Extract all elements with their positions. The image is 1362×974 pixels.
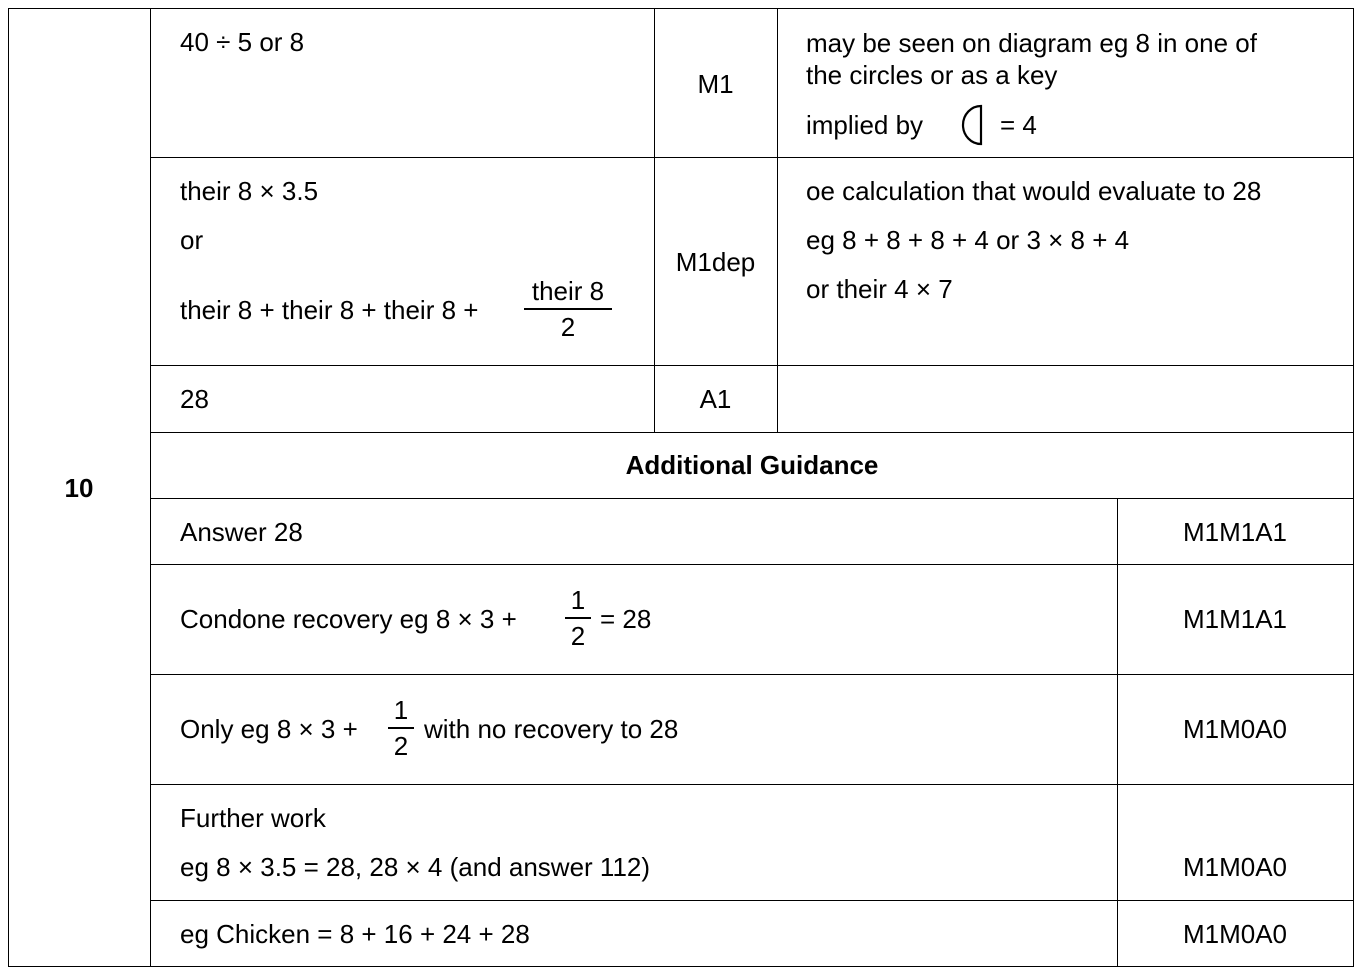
- mark-column-divider: [777, 8, 778, 433]
- guidance-text: Only eg 8 × 3 +: [180, 714, 358, 744]
- comment-text: may be seen on diagram eg 8 in one of: [806, 28, 1257, 58]
- comment-text: the circles or as a key: [806, 60, 1058, 90]
- table-border-top: [8, 8, 1354, 9]
- fraction: [524, 276, 612, 342]
- comment-text: or their 4 × 7: [806, 274, 953, 304]
- row-divider: [150, 784, 1354, 785]
- question-column-divider: [150, 8, 151, 967]
- working-text: their 8 × 3.5: [180, 176, 319, 206]
- guidance-text: Condone recovery eg 8 × 3 +: [180, 604, 517, 634]
- half-circle-icon: [955, 103, 989, 147]
- guidance-mark: M1M1A1: [1182, 517, 1288, 547]
- row-divider: [150, 365, 1354, 366]
- guidance-mark: M1M1A1: [1182, 604, 1288, 634]
- row-divider: [150, 564, 1354, 565]
- guidance-text: Answer 28: [180, 517, 303, 547]
- fraction-numerator: 1: [393, 695, 409, 725]
- table-border-bottom: [8, 966, 1354, 967]
- working-text: 40 ÷ 5 or 8: [180, 27, 305, 57]
- comment-text: eg 8 + 8 + 8 + 4 or 3 × 8 + 4: [806, 225, 1130, 255]
- guidance-mark: M1M0A0: [1182, 852, 1288, 882]
- comment-text: = 4: [1000, 110, 1037, 140]
- guidance-text: Further work: [180, 803, 326, 833]
- mark-code: M1dep: [675, 247, 756, 277]
- fraction: [565, 585, 591, 651]
- working-text: 28: [180, 384, 209, 414]
- table-border-right: [1353, 8, 1354, 967]
- fraction-numerator: their 8: [531, 276, 605, 306]
- guidance-title: Additional Guidance: [625, 450, 879, 480]
- fraction-bar: [524, 308, 612, 310]
- row-divider: [150, 157, 1354, 158]
- question-number: 10: [64, 473, 94, 503]
- mark-code: A1: [699, 384, 732, 414]
- guidance-text: with no recovery to 28: [424, 714, 679, 744]
- fraction: [388, 695, 414, 761]
- fraction-numerator: 1: [570, 585, 586, 615]
- fraction-denominator: 2: [393, 731, 409, 761]
- fraction-denominator: 2: [560, 312, 576, 342]
- mark-code: M1: [697, 69, 734, 99]
- comment-text: implied by: [806, 110, 924, 140]
- working-text: or: [180, 225, 204, 255]
- guidance-text: eg 8 × 3.5 = 28, 28 × 4 (and answer 112): [180, 852, 651, 882]
- row-divider: [150, 432, 1354, 433]
- guidance-text: eg Chicken = 8 + 16 + 24 + 28: [180, 919, 530, 949]
- row-divider: [150, 900, 1354, 901]
- guidance-text: = 28: [600, 604, 652, 634]
- fraction-denominator: 2: [570, 621, 586, 651]
- fraction-bar: [388, 727, 414, 729]
- comment-text: oe calculation that would evaluate to 28: [806, 176, 1262, 206]
- fraction-bar: [565, 617, 591, 619]
- guidance-mark: M1M0A0: [1182, 714, 1288, 744]
- row-divider: [150, 498, 1354, 499]
- working-text: their 8 + their 8 + their 8 +: [180, 295, 479, 325]
- guidance-mark: M1M0A0: [1182, 919, 1288, 949]
- row-divider: [150, 674, 1354, 675]
